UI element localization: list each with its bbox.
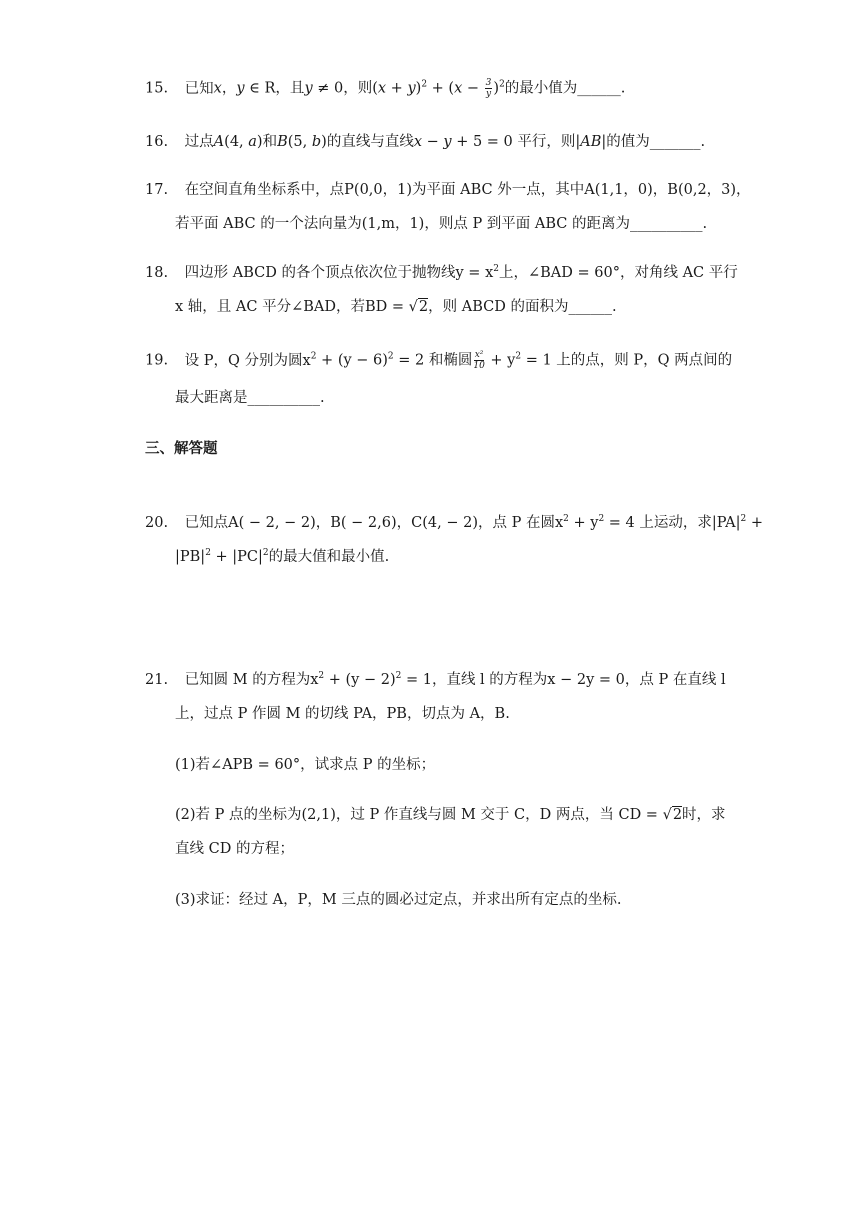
- question-number: 15.: [145, 80, 169, 97]
- question-21-part-1: (1)若∠APB = 60°，试求点 P 的坐标；: [175, 757, 436, 773]
- question-number: 16.: [145, 134, 169, 150]
- section-heading: 三、解答题: [145, 441, 218, 457]
- fraction: $\frac{3}{y}$: [485, 78, 492, 99]
- question-21: 21. 已知圆 M 的方程为$x^2 + (y - 2)^2 = 1$，直线 l 的方程为x − 2y = 0，点 P 在直线 l: [145, 671, 726, 688]
- question-number: 20.: [145, 515, 169, 531]
- question-20-line-2: $|PB|^2 + |PC|^2$的最大值和最小值.: [175, 548, 390, 565]
- question-number: 17.: [145, 182, 169, 198]
- question-number: 21.: [145, 672, 169, 688]
- question-19: 19. 设 P，Q 分别为圆$x^2 + (y - 6)^2 = 2$ 和椭圆 $\frac{\text{x²}}{10}$ + $y^2 = 1$ 上的点，则 P，Q 两点间的: [145, 350, 733, 371]
- question-20: 20. 已知点A( − 2, − 2)，B( − 2,6)，C(4, − 2)，点 P 在圆$x^2 + y^2 = 4$ 上运动，求$|PA|^2$ +: [145, 514, 764, 531]
- question-21-part-2-line-2: 直线 CD 的方程；: [175, 841, 294, 857]
- question-number: 18.: [145, 265, 169, 281]
- fraction: $\frac{\text{x²}}{10}$: [473, 350, 485, 371]
- question-18: 18. 四边形 ABCD 的各个顶点依次位于抛物线$y = x^2$上，∠BAD = 60°，对角线 AC 平行: [145, 264, 738, 281]
- question-21-line-2: 上，过点 P 作圆 M 的切线 PA，PB，切点为 A，B.: [175, 706, 510, 722]
- question-18-line-2: x 轴，且 AC 平分∠BAD，若BD = √2，则 ABCD 的面积为______.: [175, 299, 617, 315]
- question-21-part-2: (2)若 P 点的坐标为(2,1)，过 P 作直线与圆 M 交于 C，D 两点，当 CD = √2时，求: [175, 807, 726, 823]
- question-19-line-2: 最大距离是__________.: [175, 390, 325, 406]
- question-17: 17. 在空间直角坐标系中，点P(0,0，1)为平面 ABC 外一点，其中A(1,1，0)，B(0,2，3)，: [145, 182, 751, 198]
- question-21-part-3: (3)求证：经过 A，P，M 三点的圆必过定点，并求出所有定点的坐标.: [175, 892, 622, 908]
- question-number: 19.: [145, 352, 169, 369]
- question-15: 15. 已知x，y ∈ R，且y ≠ 0，则$(x + y)^2 + (x$ − $\frac{3}{y}$ )$^2$的最小值为______.: [145, 78, 626, 99]
- question-17-line-2: 若平面 ABC 的一个法向量为(1,m，1)，则点 P 到平面 ABC 的距离为__________.: [175, 216, 708, 232]
- sqrt-symbol: √: [408, 299, 418, 315]
- question-16: 16. 过点A(4, a)和B(5, b)的直线与直线x − y + 5 = 0 平行，则|AB|的值为_______.: [145, 134, 706, 150]
- sqrt-symbol: √: [662, 807, 672, 823]
